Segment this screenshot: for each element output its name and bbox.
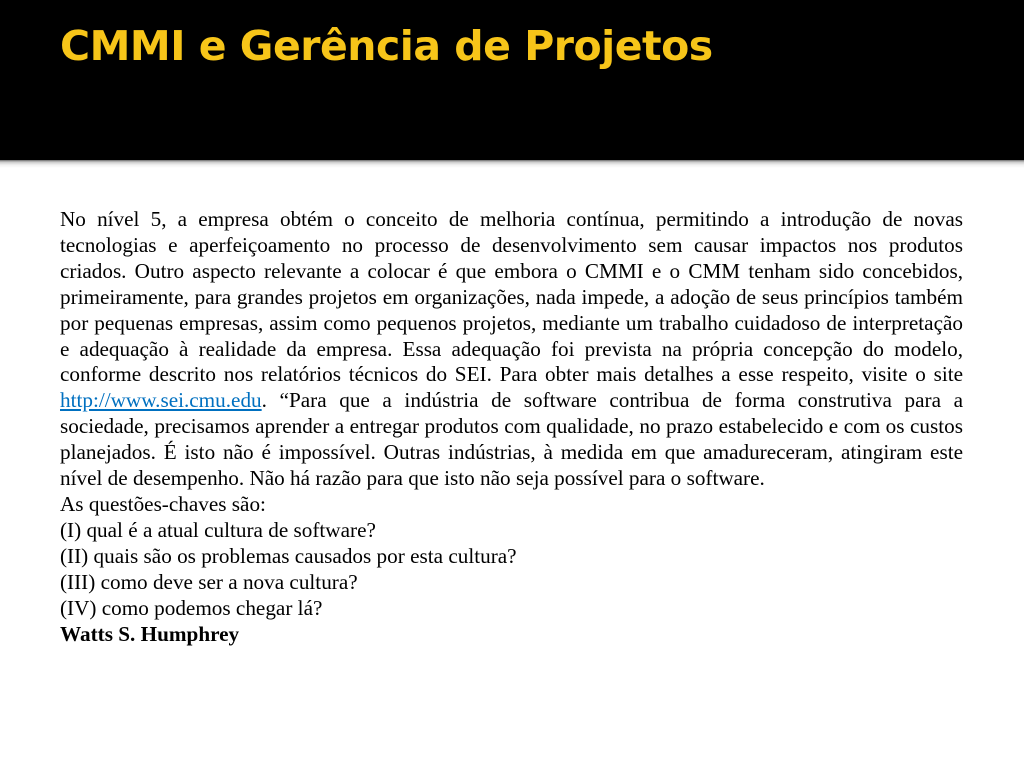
question-item: (II) quais são os problemas causados por esta cultura?	[60, 543, 517, 568]
slide-body	[60, 207, 963, 647]
question-item: (IV) como podemos chegar lá?	[60, 595, 323, 620]
questions-intro: As questões-chaves são:	[60, 491, 266, 516]
question-item: (III) como deve ser a nova cultura?	[60, 569, 358, 594]
question-item: (I) qual é a atual cultura de software?	[60, 517, 376, 542]
body-paragraph	[60, 207, 963, 492]
sei-website-link[interactable]: http://www.sei.cmu.edu	[60, 388, 262, 413]
author-name: Watts S. Humphrey	[60, 621, 240, 646]
paragraph-text-after-link: . “Para que a indústria de software contribua de forma construtiva para a sociedade, precisamos aprender a entregar produtos com qualidade, no prazo estabelecido e com os custos planejados. É isto não é impossível. Outras indústrias, à medida em que amadureceram, atingiram este nível de desempenho. Não há razão para que isto não seja possível para o software.	[60, 388, 963, 491]
title-divider	[0, 160, 1024, 168]
paragraph-text-before-link: No nível 5, a empresa obtém o conceito de melhoria contínua, permitindo a introdução de novas tecnologias e aperfeiçoamento no processo de desenvolvimento sem causar impactos nos produtos criados. Outro aspecto relevante a colocar é que embora o CMMI e o CMM tenham sido concebidos, primeiramente, para grandes projetos em organizações, nada impede, a adoção de seus princípios também por pequenas empresas, assim como pequenos projetos, mediante um trabalho cuidadoso de interpretação e adequação à realidade da empresa. Essa adequação foi prevista na própria concepção do modelo, conforme descrito nos relatórios técnicos do SEI. Para obter mais detalhes a esse respeito, visite o site	[60, 207, 963, 387]
slide-title: CMMI e Gerência de Projetos	[60, 22, 713, 70]
title-bar	[0, 0, 1024, 160]
